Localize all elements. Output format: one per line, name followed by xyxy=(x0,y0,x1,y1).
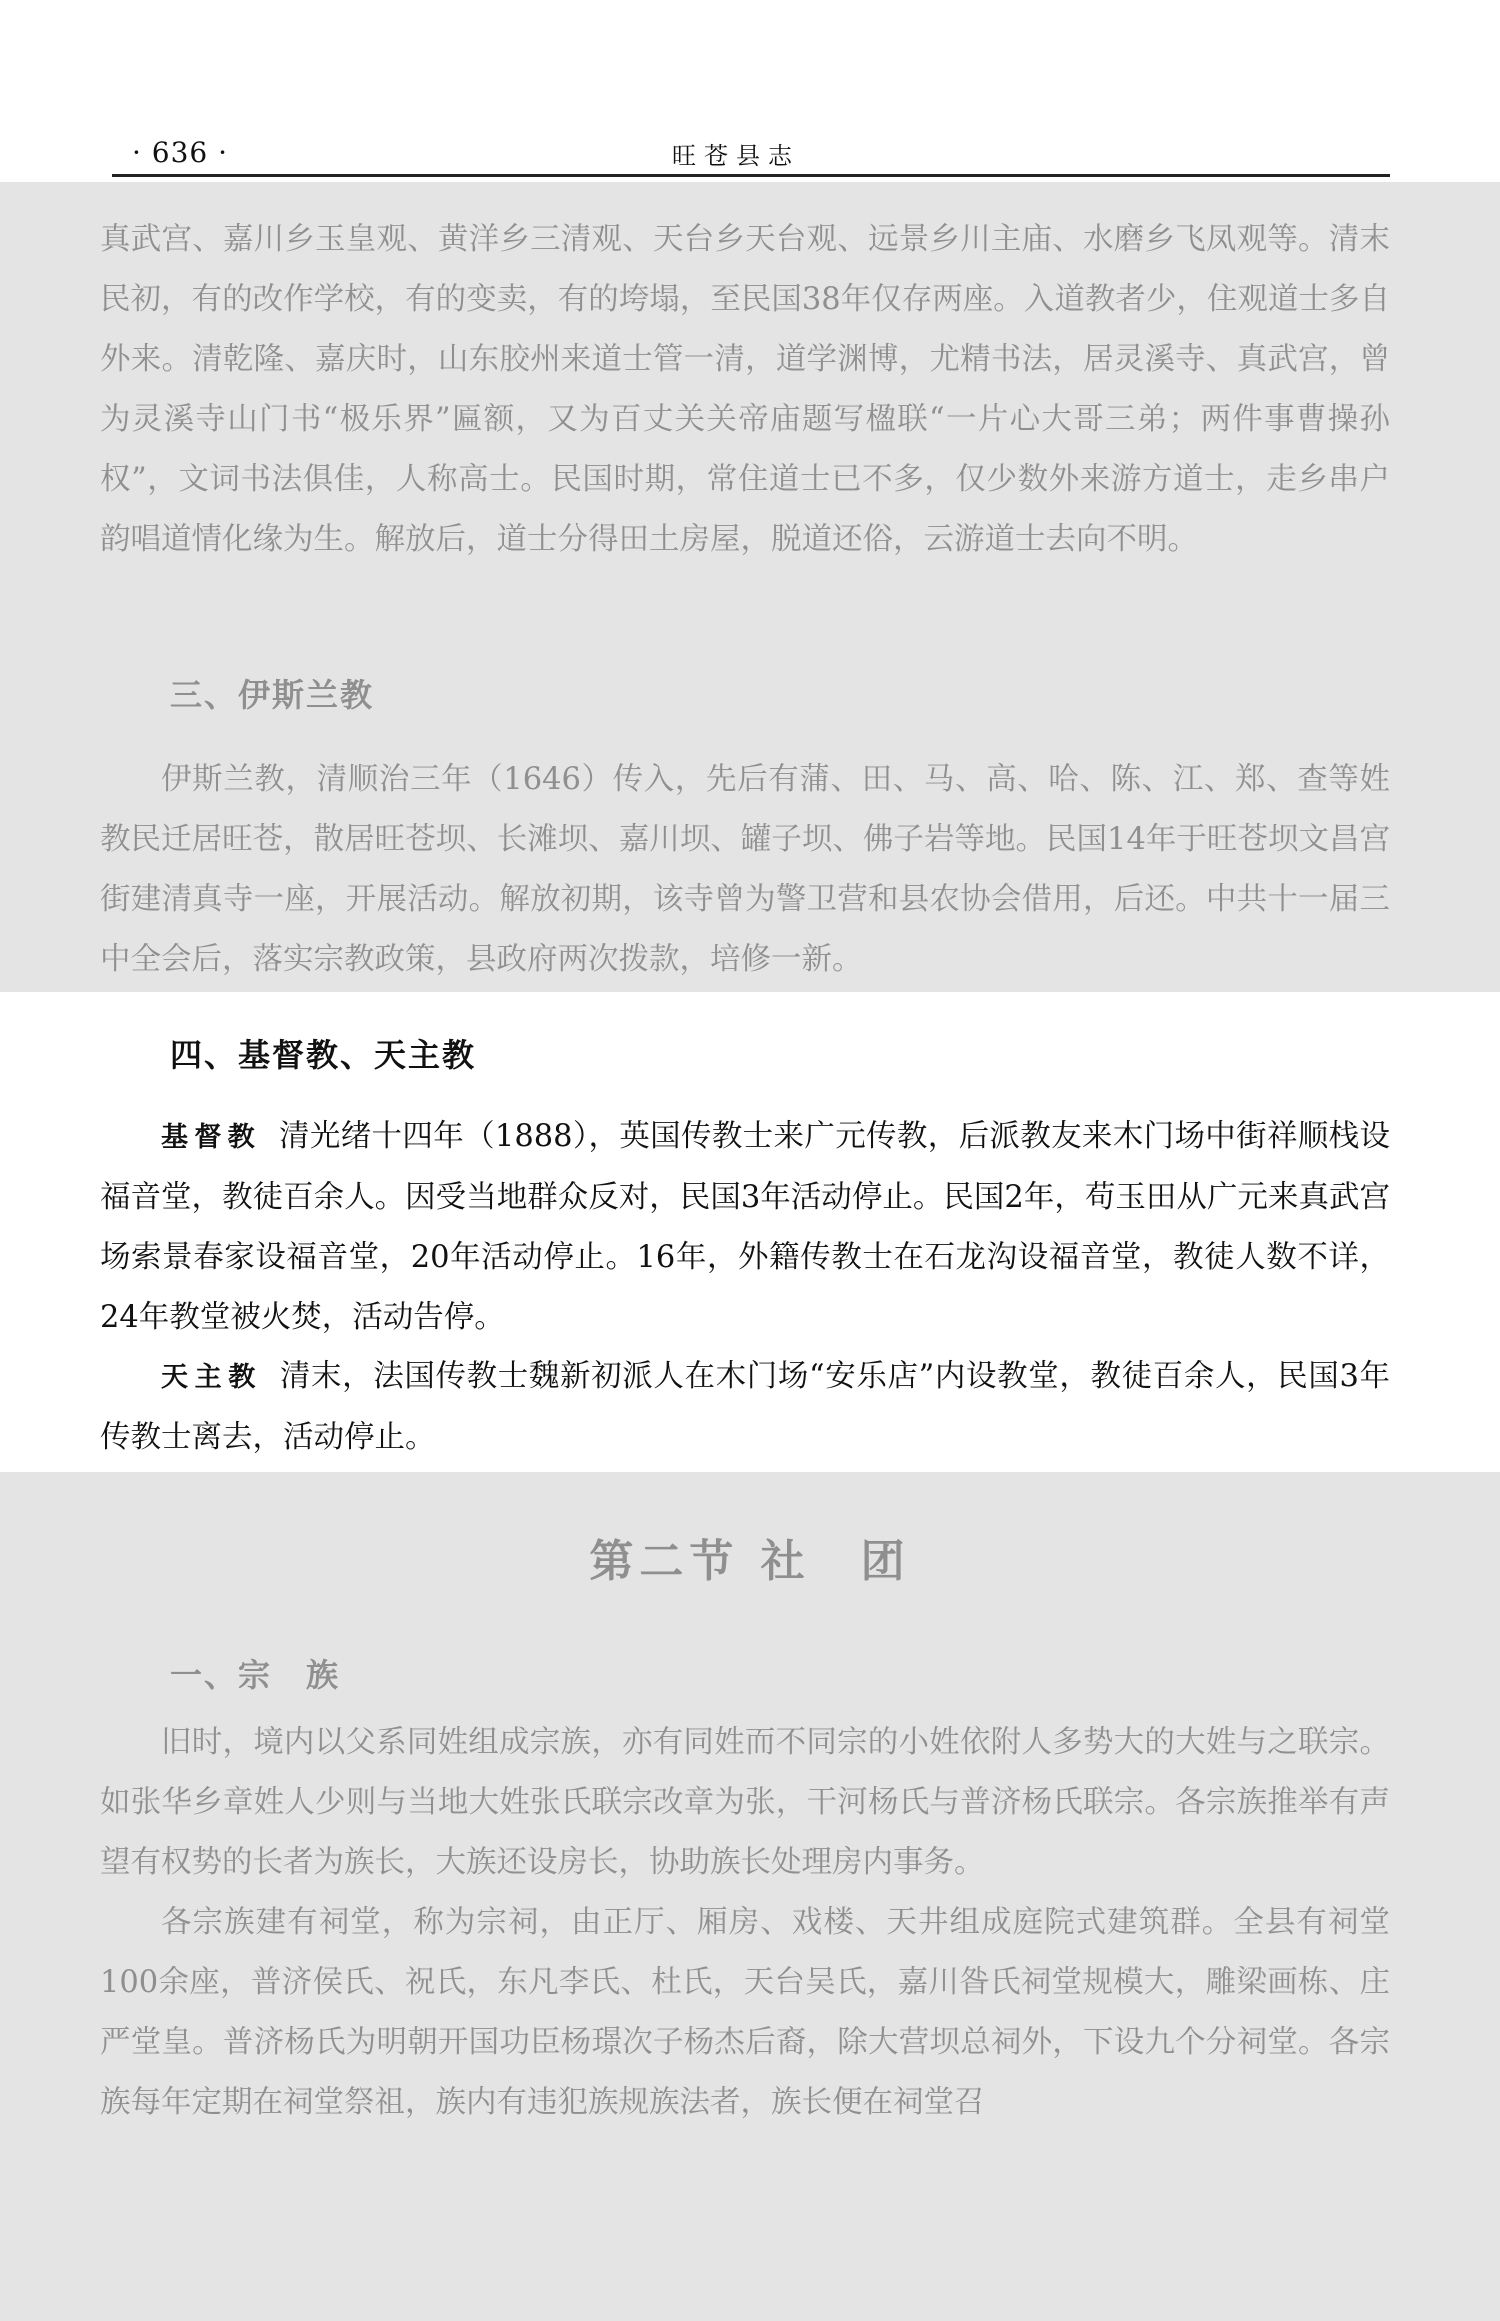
christianity-heading: 四、基督教、天主教 xyxy=(170,1036,477,1074)
page-header xyxy=(112,128,1390,177)
islam-paragraph: 伊斯兰教，清顺治三年（1646）传入，先后有蒲、田、马、高、哈、陈、江、郑、查等姓教民迁居旺苍，散居旺苍坝、长滩坝、嘉川坝、罐子坝、佛子岩等地。民国14年于旺苍坝文昌宫街建清真寺一座，开展活动。解放初期，该寺曾为警卫营和县农协会借用，后还。中共十一届三中全会后，落实宗教政策，县政府两次拨款，培修一新。 xyxy=(100,762,1390,977)
protestant-lead: 基督教 xyxy=(161,1122,262,1153)
clan-paragraph-2: 各宗族建有祠堂，称为宗祠，由正厅、厢房、戏楼、天井组成庭院式建筑群。全县有祠堂100余座，普济侯氏、祝氏，东凡李氏、杜氏，天台吴氏，嘉川昝氏祠堂规模大，雕梁画栋、庄严堂皇。普济杨氏为明朝开国功臣杨璟次子杨杰后裔，除大营坝总祠外，下设九个分祠堂。各宗族每年定期在祠堂祭祖，族内有违犯族规族法者，族长便在祠堂召 xyxy=(100,1905,1390,2120)
catholic-text: 清末，法国传教士魏新初派人在木门场“安乐店”内设教堂，教徒百余人，民国3年传教士离去，活动停止。 xyxy=(100,1359,1391,1455)
protestant-paragraph xyxy=(100,1107,1390,1348)
catholic-paragraph xyxy=(100,1347,1390,1468)
catholic-lead: 天主教 xyxy=(161,1362,262,1393)
section-title: 第二节 社 团 xyxy=(589,1536,911,1587)
running-title: 旺苍县志 xyxy=(672,142,800,170)
taoism-paragraph: 真武宫、嘉川乡玉皇观、黄洋乡三清观、天台乡天台观、远景乡川主庙、水磨乡飞凤观等。清末民初，有的改作学校，有的变卖，有的垮塌，至民国38年仅存两座。入道教者少，住观道士多自外来。清乾隆、嘉庆时，山东胶州来道士管一清，道学渊博，尤精书法，居灵溪寺、真武宫，曾为灵溪寺山门书“极乐界”匾额，又为百丈关关帝庙题写楹联“一片心大哥三弟；两件事曹操孙权”，文词书法俱佳，人称高士。民国时期，常住道士已不多，仅少数外来游方道士，走乡串户韵唱道情化缘为生。解放后，道士分得田土房屋，脱道还俗，云游道士去向不明。 xyxy=(100,222,1390,557)
islam-heading: 三、伊斯兰教 xyxy=(170,676,375,714)
clan-heading: 一、宗 族 xyxy=(170,1656,341,1694)
protestant-text: 清光绪十四年（1888），英国传教士来广元传教，后派教友来木门场中街祥顺栈设福音堂，教徒百余人。因受当地群众反对，民国3年活动停止。民国2年，苟玉田从广元来真武宫场索景春家设福音堂，20年活动停止。16年，外籍传教士在石龙沟设福音堂，教徒人数不详，24年教堂被火焚，活动告停。 xyxy=(100,1119,1391,1335)
clan-paragraph-1: 旧时，境内以父系同姓组成宗族，亦有同姓而不同宗的小姓依附人多势大的大姓与之联宗。如张华乡章姓人少则与当地大姓张氏联宗改章为张，干河杨氏与普济杨氏联宗。各宗族推举有声望有权势的长者为族长，大族还设房长，协助族长处理房内事务。 xyxy=(100,1725,1390,1880)
page-number: · 636 · xyxy=(132,136,229,169)
